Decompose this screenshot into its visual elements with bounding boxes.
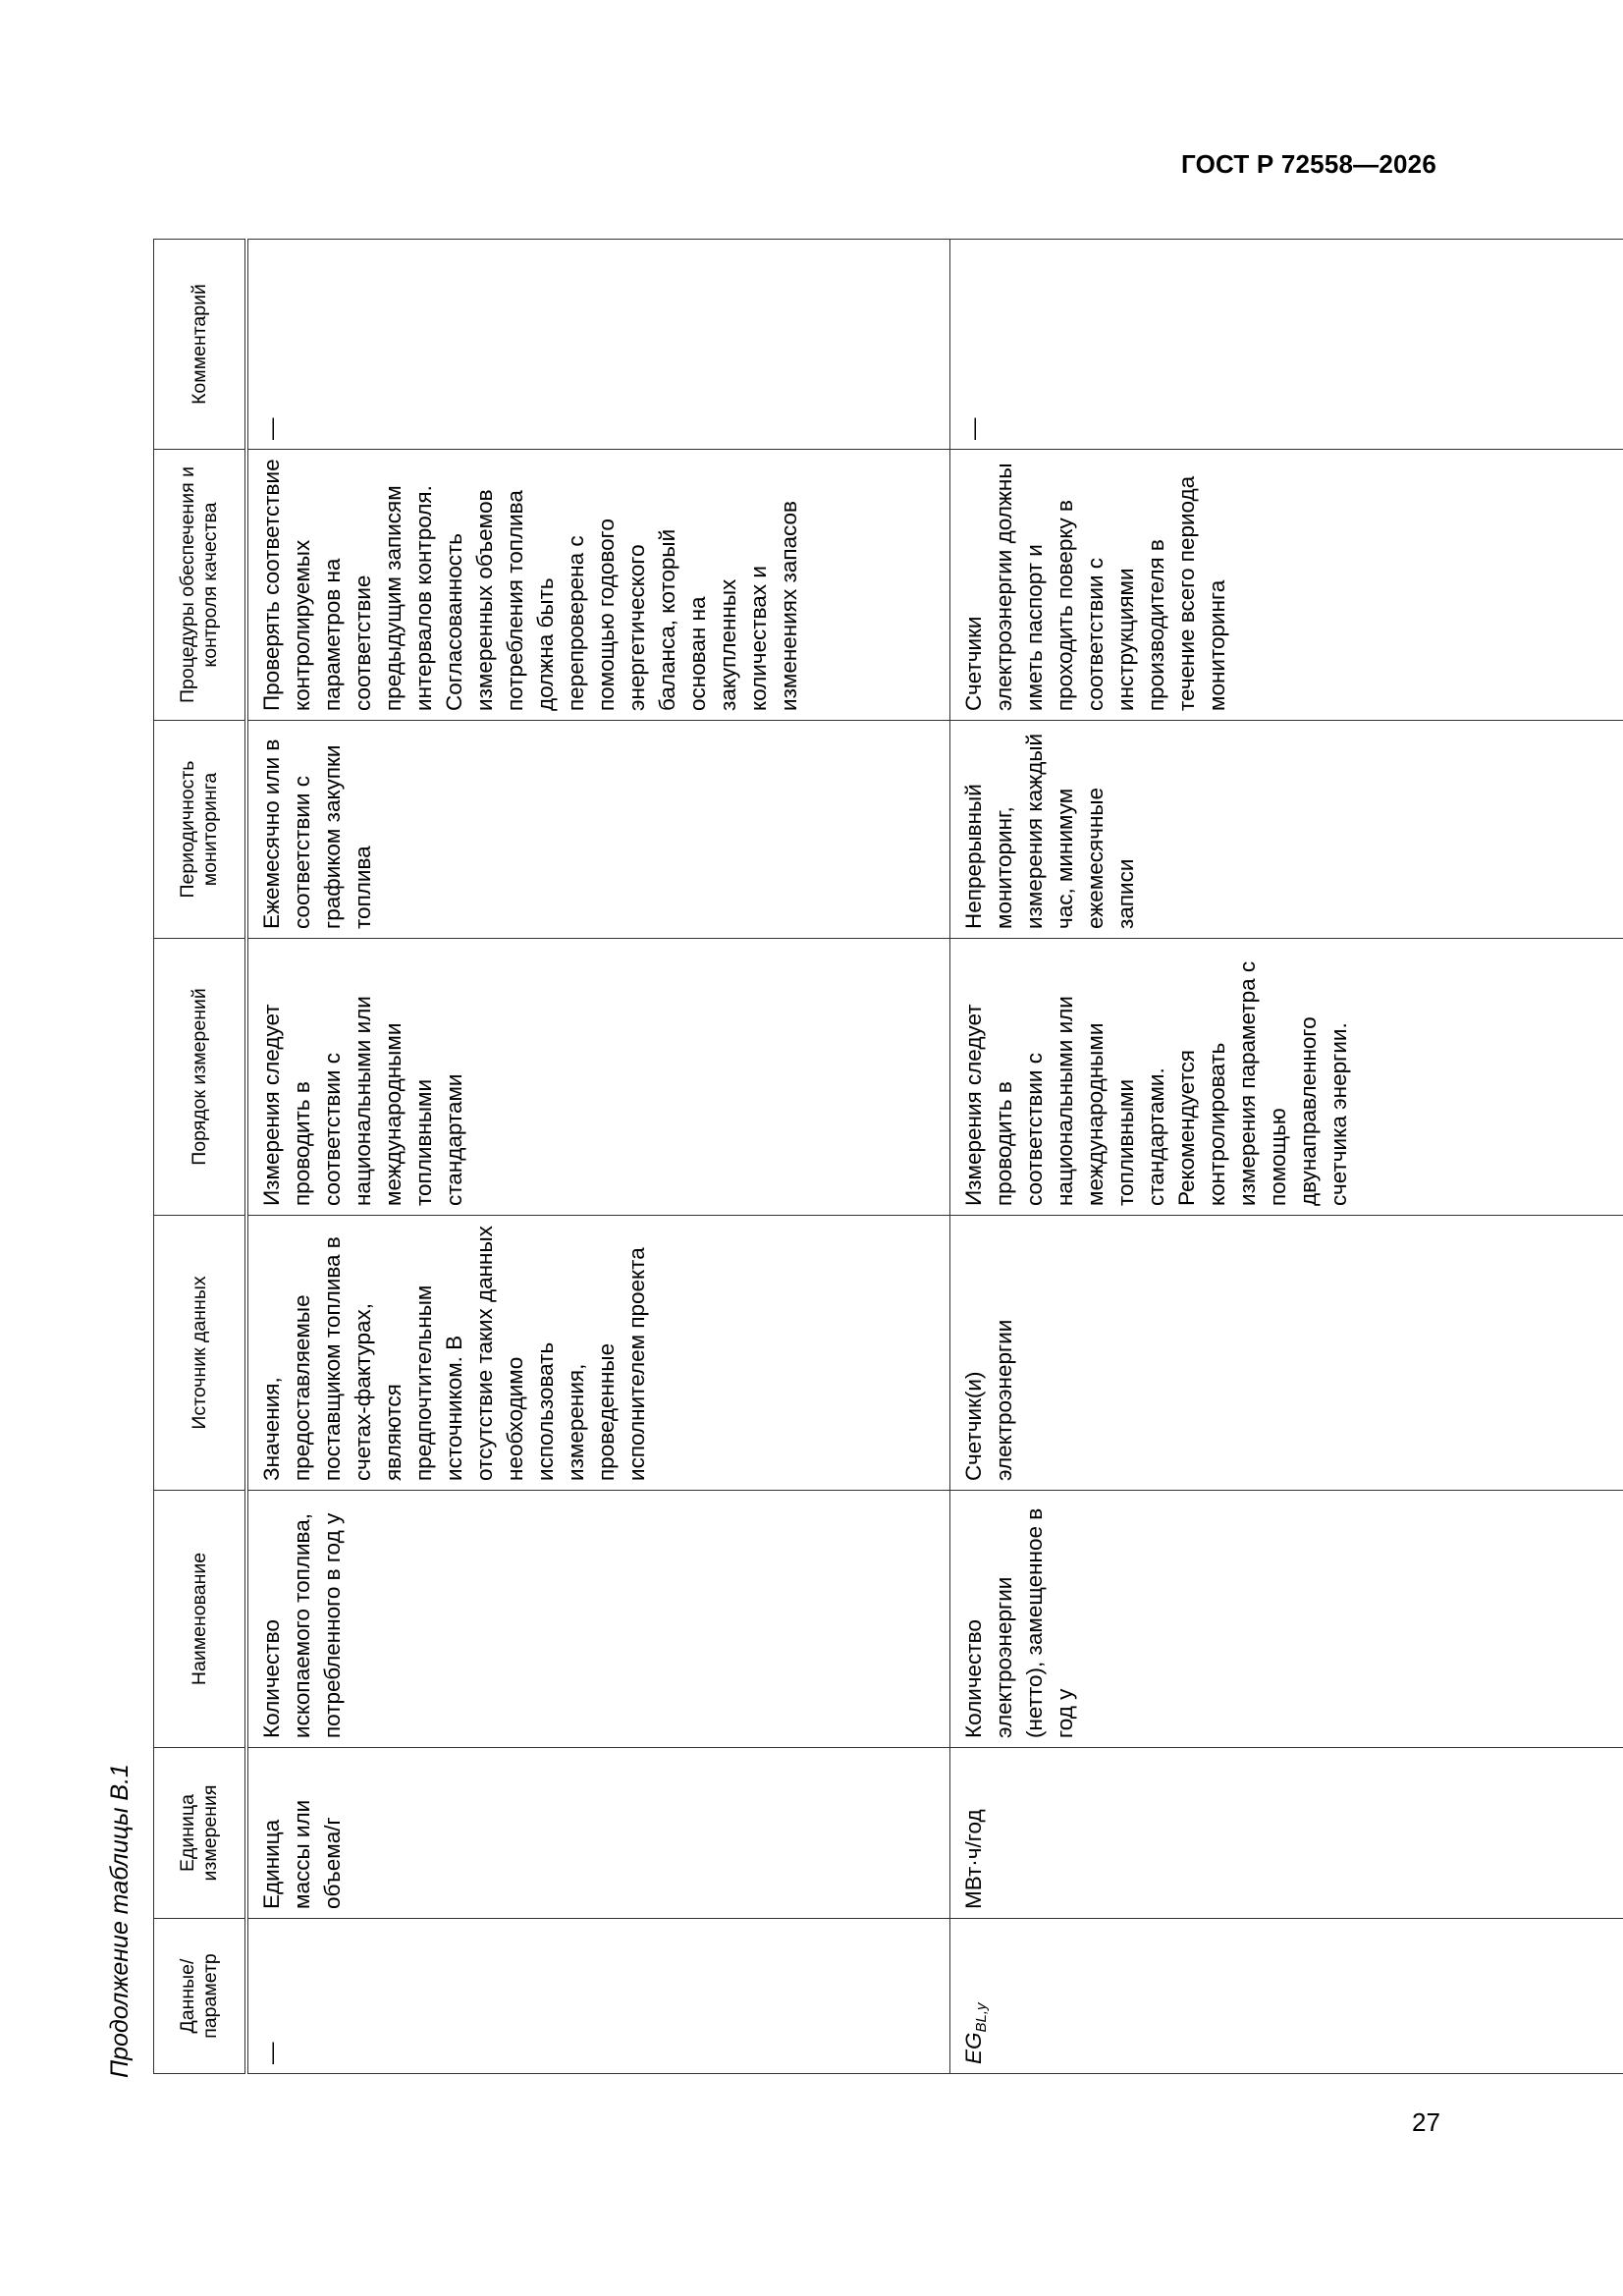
monitoring-parameters-table [153,239,1623,2074]
table-row [950,240,1623,2074]
cell-parameter [950,1919,1623,2074]
cell-unit: МВт·ч/год [950,1748,1623,1919]
cell-comment: — [246,240,950,450]
cell-monitoring-frequency: Непрерывный мониторинг, измерения каждый час, минимум ежемесячные записи [950,721,1623,939]
cell-comment: — [950,240,1623,450]
header-measurement-procedure: Порядок измерений [154,939,247,1216]
cell-name: Количество ископаемого топлива, потребленного в год y [246,1491,950,1748]
table-row [246,240,950,2074]
cell-qa-qc-procedures: Счетчики электроэнергии должны иметь паспорт и проходить поверку в соответствии с инструкциями производителя в течение всего периода мониторинга [950,450,1623,721]
table-header-row [154,240,247,2074]
page-number: 27 [1412,2107,1440,2137]
header-unit: Единица измерения [154,1748,247,1919]
table-caption: Продолжение таблицы В.1 [106,1764,134,2078]
header-parameter: Данные/ параметр [154,1919,247,2074]
cell-monitoring-frequency: Ежемесячно или в соответствии с графиком закупки топлива [246,721,950,939]
cell-name: Количество электроэнергии (нетто), замещенное в год y [950,1491,1623,1748]
cell-qa-qc-procedures: Проверять соответствие контролируемых параметров на соответствие предыдущим записям интервалов контроля. Согласованность измеренных объемов потребления топлива должна быть перепроверена с помощью годового энергетического баланса, который основан на закупленных количествах и изменениях запасов [246,450,950,721]
header-data-source: Источник данных [154,1216,247,1491]
header-name: Наименование [154,1491,247,1748]
header-comment: Комментарий [154,240,247,450]
cell-data-source: Счетчик(и) электроэнергии [950,1216,1623,1491]
header-qa-qc-procedures: Процедуры обеспечения и контроля качества [154,450,247,721]
cell-parameter [246,1919,950,2074]
header-monitoring-frequency: Периодичность мониторинга [154,721,247,939]
cell-unit: Единица массы или объема/г [246,1748,950,1919]
parameter-symbol: EG [961,2032,986,2064]
parameter-subscript: BL,y [973,2002,990,2033]
cell-measurement-procedure: Измерения следует проводить в соответствии с национальными или международными топливными стандартами. Рекомендуется контролировать измерения параметра с помощью двунаправленного счетчика энергии. [950,939,1623,1216]
cell-measurement-procedure: Измерения следует проводить в соответствии с национальными или международными топливными стандартами [246,939,950,1216]
parameter-symbol: — [259,2042,284,2064]
document-code: ГОСТ Р 72558—2026 [1181,149,1436,179]
rotated-table-area [106,232,1351,2078]
cell-data-source: Значения, предоставляемые поставщиком топлива в счетах-фактурах, являются предпочтительным источником. В отсутствие таких данных необходимо использовать измерения, проведенные исполнителем проекта [246,1216,950,1491]
